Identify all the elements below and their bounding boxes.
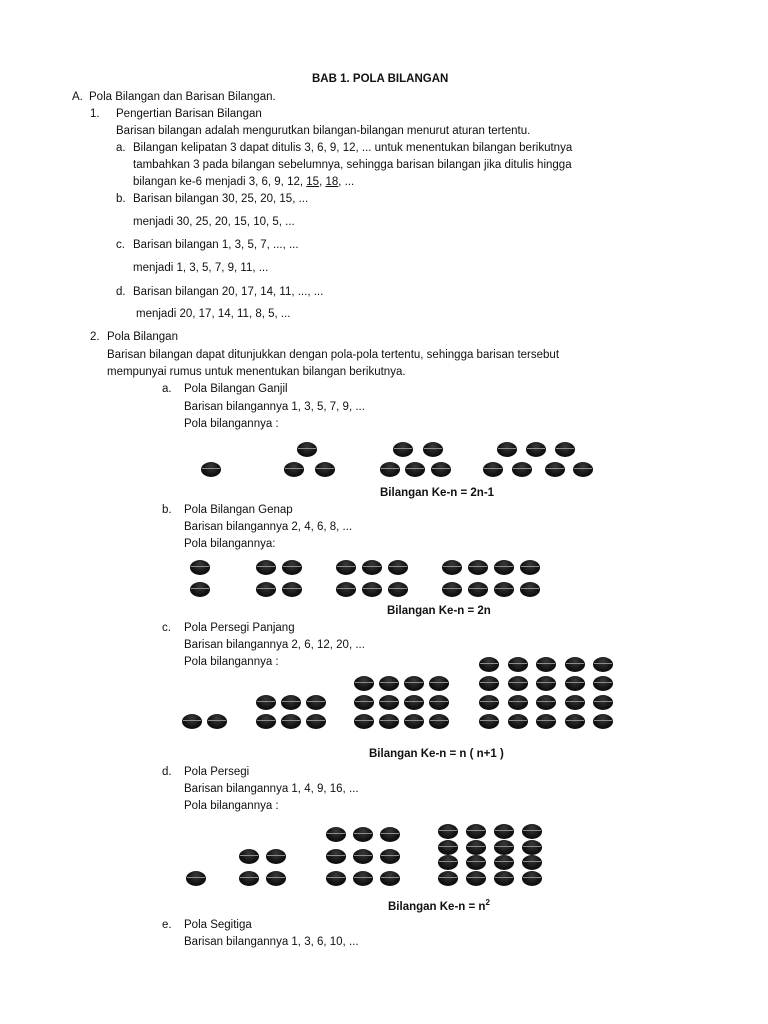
sub-b-line-1: Barisan bilangan 30, 25, 20, 15, ... (133, 193, 309, 205)
rectangle-pattern-dot (479, 657, 499, 672)
pattern-c-formula: Bilangan Ke-n = n ( n+1 ) (369, 748, 504, 760)
square-pattern-dot (466, 824, 486, 839)
item-2-number: 2. (90, 331, 100, 343)
sub-a-line-3-separator: , (319, 176, 326, 188)
even-pattern-dot (282, 582, 302, 597)
even-pattern-dot (468, 582, 488, 597)
even-pattern-dot (190, 560, 210, 575)
rectangle-pattern-dot (565, 676, 585, 691)
pattern-a-label: Pola bilangannya : (184, 418, 279, 430)
pattern-e-sequence: Barisan bilangannya 1, 3, 6, 10, ... (184, 936, 359, 948)
section-a-heading: Pola Bilangan dan Barisan Bilangan. (89, 91, 276, 103)
pattern-b-marker: b. (162, 504, 172, 516)
odd-pattern-dot (483, 462, 503, 477)
square-pattern-dot (494, 855, 514, 870)
pattern-e-name: Pola Segitiga (184, 919, 252, 931)
odd-pattern-dot (201, 462, 221, 477)
rectangle-pattern-dot (404, 676, 424, 691)
rectangle-pattern-dot (536, 657, 556, 672)
item-2-description-1: Barisan bilangan dapat ditunjukkan dengan pola-pola tertentu, sehingga barisan tersebut (107, 349, 560, 361)
sub-b-line-2: menjadi 30, 25, 20, 15, 10, 5, ... (133, 216, 295, 228)
square-pattern-dot (380, 827, 400, 842)
even-pattern-dot (336, 582, 356, 597)
sub-d-line-1: Barisan bilangan 20, 17, 14, 11, ..., ... (133, 286, 324, 298)
rectangle-pattern-dot (565, 695, 585, 710)
square-pattern-dot (239, 871, 259, 886)
pattern-a-name: Pola Bilangan Ganjil (184, 383, 288, 395)
odd-pattern-dot (497, 442, 517, 457)
odd-pattern-dot (393, 442, 413, 457)
even-pattern-dot (362, 582, 382, 597)
rectangle-pattern-dot (404, 714, 424, 729)
rectangle-pattern-dot (565, 657, 585, 672)
item-1-heading: Pengertian Barisan Bilangan (116, 108, 262, 120)
sub-a-line-3-prefix: bilangan ke-6 menjadi 3, 6, 9, 12, (133, 176, 307, 188)
rectangle-pattern-dot (207, 714, 227, 729)
odd-pattern-dot (431, 462, 451, 477)
pattern-d-name: Pola Persegi (184, 766, 250, 778)
even-pattern-dot (362, 560, 382, 575)
square-pattern-dot (522, 871, 542, 886)
pattern-d-formula-exponent: 2 (485, 898, 490, 907)
square-pattern-dot (353, 849, 373, 864)
square-pattern-dot (438, 855, 458, 870)
even-pattern-dot (494, 582, 514, 597)
sub-d-marker: d. (116, 286, 126, 298)
rectangle-pattern-dot (379, 676, 399, 691)
item-2-description-2: mempunyai rumus untuk menentukan bilangan berikutnya. (107, 366, 406, 378)
underlined-answer-18: 18 (325, 176, 339, 188)
square-pattern-dot (494, 871, 514, 886)
item-1-number: 1. (90, 108, 100, 120)
rectangle-pattern-dot (379, 714, 399, 729)
square-pattern-dot (326, 849, 346, 864)
sub-a-line-3-suffix: , ... (338, 176, 355, 188)
sub-a-line-2: tambahkan 3 pada bilangan sebelumnya, sehingga barisan bilangan jika ditulis hingga (133, 159, 572, 171)
odd-pattern-dot (380, 462, 400, 477)
pattern-e-marker: e. (162, 919, 172, 931)
odd-pattern-dot (512, 462, 532, 477)
sub-a-line-3 (133, 175, 354, 189)
sub-a-marker: a. (116, 142, 126, 154)
pattern-c-name: Pola Persegi Panjang (184, 622, 295, 634)
rectangle-pattern-dot (306, 714, 326, 729)
odd-pattern-dot (545, 462, 565, 477)
pattern-b-formula: Bilangan Ke-n = 2n (387, 605, 491, 617)
square-pattern-dot (494, 840, 514, 855)
sub-a-line-1: Bilangan kelipatan 3 dapat ditulis 3, 6, 9, 12, ... untuk menentukan bilangan berikutnya (133, 142, 573, 154)
sub-d-line-2: menjadi 20, 17, 14, 11, 8, 5, ... (136, 308, 291, 320)
square-pattern-dot (438, 824, 458, 839)
rectangle-pattern-dot (536, 676, 556, 691)
square-pattern-dot (466, 855, 486, 870)
underlined-answer-15: 15 (306, 176, 320, 188)
rectangle-pattern-dot (565, 714, 585, 729)
even-pattern-dot (442, 560, 462, 575)
even-pattern-dot (388, 560, 408, 575)
square-pattern-dot (380, 871, 400, 886)
pattern-c-marker: c. (162, 622, 171, 634)
pattern-b-label: Pola bilangannya: (184, 538, 276, 550)
sub-c-marker: c. (116, 239, 125, 251)
odd-pattern-dot (315, 462, 335, 477)
rectangle-pattern-dot (404, 695, 424, 710)
square-pattern-dot (522, 855, 542, 870)
rectangle-pattern-dot (508, 657, 528, 672)
rectangle-pattern-dot (354, 676, 374, 691)
sub-b-marker: b. (116, 193, 126, 205)
square-pattern-dot (380, 849, 400, 864)
rectangle-pattern-dot (593, 695, 613, 710)
pattern-b-name: Pola Bilangan Genap (184, 504, 293, 516)
square-pattern-dot (186, 871, 206, 886)
square-pattern-dot (466, 840, 486, 855)
rectangle-pattern-dot (256, 695, 276, 710)
odd-pattern-dot (573, 462, 593, 477)
even-pattern-dot (282, 560, 302, 575)
rectangle-pattern-dot (479, 714, 499, 729)
pattern-d-sequence: Barisan bilangannya 1, 4, 9, 16, ... (184, 783, 359, 795)
rectangle-pattern-dot (429, 676, 449, 691)
rectangle-pattern-dot (536, 714, 556, 729)
rectangle-pattern-dot (429, 714, 449, 729)
square-pattern-dot (466, 871, 486, 886)
rectangle-pattern-dot (593, 676, 613, 691)
square-pattern-dot (239, 849, 259, 864)
odd-pattern-dot (405, 462, 425, 477)
odd-pattern-dot (526, 442, 546, 457)
square-pattern-dot (438, 871, 458, 886)
square-pattern-dot (326, 827, 346, 842)
page-title: BAB 1. POLA BILANGAN (312, 73, 449, 85)
even-pattern-dot (256, 560, 276, 575)
even-pattern-dot (520, 560, 540, 575)
even-pattern-dot (468, 560, 488, 575)
pattern-d-formula-text: Bilangan Ke-n = n (388, 900, 486, 913)
pattern-a-formula: Bilangan Ke-n = 2n-1 (380, 487, 495, 499)
even-pattern-dot (388, 582, 408, 597)
rectangle-pattern-dot (354, 695, 374, 710)
rectangle-pattern-dot (593, 714, 613, 729)
rectangle-pattern-dot (306, 695, 326, 710)
pattern-c-label: Pola bilangannya : (184, 656, 279, 668)
even-pattern-dot (494, 560, 514, 575)
odd-pattern-dot (423, 442, 443, 457)
square-pattern-dot (266, 871, 286, 886)
rectangle-pattern-dot (508, 676, 528, 691)
sub-c-line-2: menjadi 1, 3, 5, 7, 9, 11, ... (133, 262, 269, 274)
rectangle-pattern-dot (593, 657, 613, 672)
square-pattern-dot (494, 824, 514, 839)
rectangle-pattern-dot (354, 714, 374, 729)
pattern-d-formula (388, 896, 490, 914)
even-pattern-dot (336, 560, 356, 575)
rectangle-pattern-dot (379, 695, 399, 710)
even-pattern-dot (256, 582, 276, 597)
pattern-d-marker: d. (162, 766, 172, 778)
pattern-d-label: Pola bilangannya : (184, 800, 279, 812)
rectangle-pattern-dot (508, 714, 528, 729)
square-pattern-dot (438, 840, 458, 855)
odd-pattern-dot (284, 462, 304, 477)
even-pattern-dot (442, 582, 462, 597)
odd-pattern-dot (297, 442, 317, 457)
rectangle-pattern-dot (256, 714, 276, 729)
rectangle-pattern-dot (508, 695, 528, 710)
even-pattern-dot (520, 582, 540, 597)
pattern-c-sequence: Barisan bilangannya 2, 6, 12, 20, ... (184, 639, 365, 651)
square-pattern-dot (353, 827, 373, 842)
even-pattern-dot (190, 582, 210, 597)
rectangle-pattern-dot (536, 695, 556, 710)
square-pattern-dot (522, 824, 542, 839)
square-pattern-dot (353, 871, 373, 886)
square-pattern-dot (326, 871, 346, 886)
rectangle-pattern-dot (479, 695, 499, 710)
rectangle-pattern-dot (281, 714, 301, 729)
item-2-heading: Pola Bilangan (107, 331, 178, 343)
pattern-b-sequence: Barisan bilangannya 2, 4, 6, 8, ... (184, 521, 353, 533)
square-pattern-dot (266, 849, 286, 864)
square-pattern-dot (522, 840, 542, 855)
pattern-a-marker: a. (162, 383, 172, 395)
item-1-definition: Barisan bilangan adalah mengurutkan bilangan-bilangan menurut aturan tertentu. (116, 125, 531, 137)
sub-c-line-1: Barisan bilangan 1, 3, 5, 7, ..., ... (133, 239, 299, 251)
rectangle-pattern-dot (479, 676, 499, 691)
rectangle-pattern-dot (281, 695, 301, 710)
rectangle-pattern-dot (429, 695, 449, 710)
pattern-a-sequence: Barisan bilangannya 1, 3, 5, 7, 9, ... (184, 401, 365, 413)
odd-pattern-dot (555, 442, 575, 457)
section-a-marker: A. (72, 91, 83, 103)
rectangle-pattern-dot (182, 714, 202, 729)
